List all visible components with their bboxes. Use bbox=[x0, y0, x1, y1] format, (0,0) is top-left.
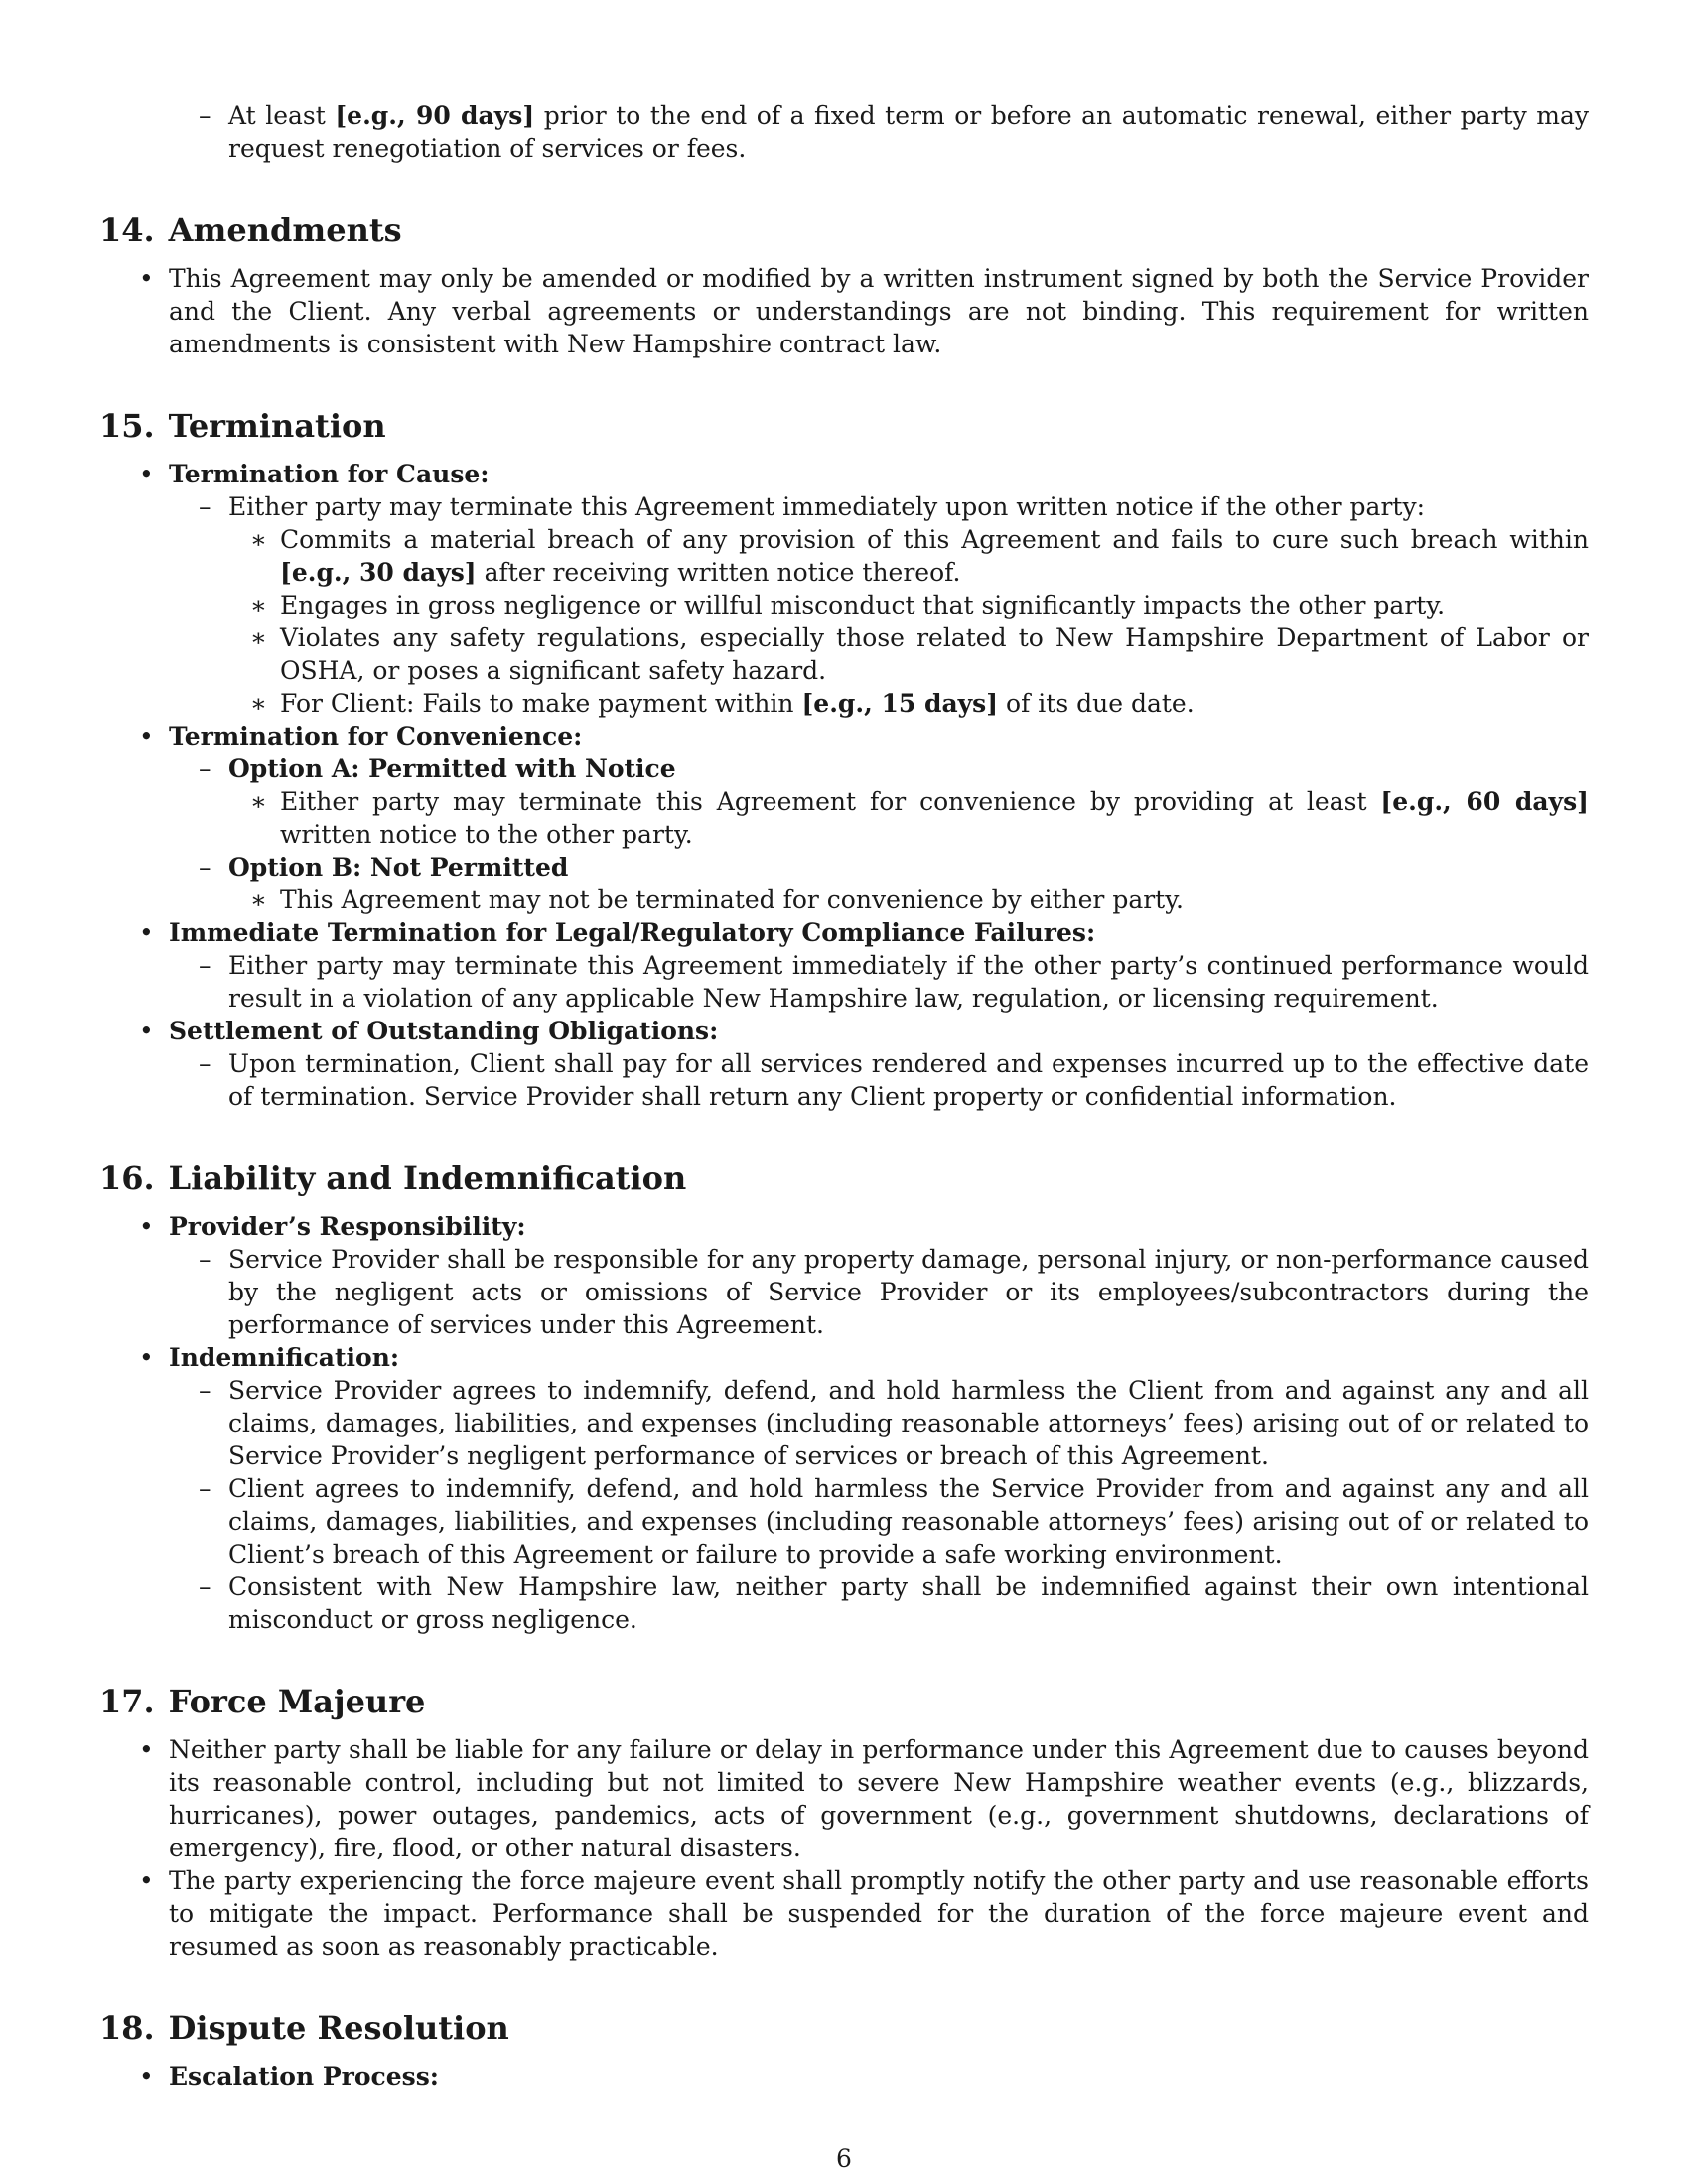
list-item: • Provider’s Responsibility: bbox=[139, 1212, 526, 1241]
star-marker: ∗ bbox=[250, 689, 267, 718]
section-17 bbox=[99, 1682, 1589, 1963]
star-marker: ∗ bbox=[250, 591, 267, 619]
list-item: • Settlement of Outstanding Obligations: bbox=[139, 1017, 719, 1045]
list-item: ∗ This Agreement may not be terminated for convenience by either party. bbox=[250, 886, 1184, 914]
dash-marker: – bbox=[199, 101, 211, 130]
dash-marker: – bbox=[199, 853, 211, 882]
bullet-marker: • bbox=[139, 1866, 154, 1895]
list-item: • Indemnification: bbox=[139, 1343, 400, 1372]
page-number: 6 bbox=[836, 2144, 852, 2173]
dash-marker: – bbox=[199, 1572, 211, 1601]
dash-marker: – bbox=[199, 1245, 211, 1274]
section-heading: 15. Termination bbox=[99, 407, 386, 445]
dash-marker: – bbox=[199, 1474, 211, 1503]
list-item: ∗ Commits a material breach of any provision of this Agreement and fails to cure such breach within [e.g., 30 days] after receiving written notice thereof. bbox=[250, 525, 1589, 587]
list-item: ∗ For Client: Fails to make payment within [e.g., 15 days] of its due date. bbox=[250, 689, 1195, 718]
list-item: ∗ Violates any safety regulations, especially those related to New Hampshire Department of Labor or OSHA, or poses a significant safety hazard. bbox=[250, 623, 1589, 685]
list-item: ∗ Engages in gross negligence or willful misconduct that significantly impacts the other party. bbox=[250, 591, 1446, 619]
star-marker: ∗ bbox=[250, 623, 267, 652]
dash-marker: – bbox=[199, 1049, 211, 1078]
list-item: – Service Provider agrees to indemnify, defend, and hold harmless the Client from and against any and all claims, damages, liabilities, and expenses (including reasonable attorneys’ fees) arising out of or related to Service Provider’s negligent performance of services or breach of this Agreement. bbox=[199, 1376, 1589, 1470]
bullet-marker: • bbox=[139, 722, 154, 751]
star-marker: ∗ bbox=[250, 525, 267, 554]
list-item: – Consistent with New Hampshire law, neither party shall be indemnified against their own intentional misconduct or gross negligence. bbox=[199, 1572, 1589, 1634]
bullet-marker: • bbox=[139, 264, 154, 293]
star-marker: ∗ bbox=[250, 886, 267, 914]
section-heading: 17. Force Majeure bbox=[99, 1683, 426, 1720]
bullet-marker: • bbox=[139, 460, 154, 488]
section-heading: 16. Liability and Indemnification bbox=[99, 1160, 687, 1197]
list-item: – Either party may terminate this Agreement immediately upon written notice if the other party: bbox=[199, 492, 1426, 521]
list-item: • The party experiencing the force majeure event shall promptly notify the other party and use reasonable efforts to mitigate the impact. Performance shall be suspended for the duration of the force majeure event and resumed as soon as reasonably practicable. bbox=[139, 1866, 1589, 1961]
document-page bbox=[99, 99, 1589, 2093]
bullet-marker: • bbox=[139, 1343, 154, 1372]
bullet-marker: • bbox=[139, 1017, 154, 1045]
list-item: • Immediate Termination for Legal/Regulatory Compliance Failures: bbox=[139, 918, 1096, 947]
section-14 bbox=[99, 210, 1589, 360]
bullet-marker: • bbox=[139, 2062, 154, 2091]
dash-marker: – bbox=[199, 754, 211, 783]
star-marker: ∗ bbox=[250, 787, 267, 816]
dash-marker: – bbox=[199, 951, 211, 980]
section-heading: 18. Dispute Resolution bbox=[99, 2009, 509, 2047]
list-item: – Service Provider shall be responsible for any property damage, personal injury, or non-performance caused by the negligent acts or omissions of Service Provider or its employees/subcontractors during the performance of services under this Agreement. bbox=[199, 1245, 1589, 1339]
bullet-marker: • bbox=[139, 918, 154, 947]
list-item: • Escalation Process: bbox=[139, 2062, 439, 2091]
list-item: – Option B: Not Permitted bbox=[199, 853, 569, 882]
section-18 bbox=[99, 2008, 1589, 2093]
section-heading: 14. Amendments bbox=[99, 211, 402, 249]
section-16 bbox=[99, 1159, 1589, 1636]
dash-marker: – bbox=[199, 1376, 211, 1405]
list-item: • Neither party shall be liable for any failure or delay in performance under this Agreement due to causes beyond its reasonable control, including but not limited to severe New Hampshire weather events (e.g., blizzards, hurricanes), power outages, pandemics, acts of government (e.g., government shutdowns, declarations of emergency), fire, flood, or other natural disasters. bbox=[139, 1735, 1589, 1862]
section-15 bbox=[99, 406, 1589, 1113]
list-item: – Upon termination, Client shall pay for all services rendered and expenses incurred up to the effective date of termination. Service Provider shall return any Client property or confidential information. bbox=[199, 1049, 1589, 1111]
bullet-marker: • bbox=[139, 1735, 154, 1764]
list-item: ∗ Either party may terminate this Agreement for convenience by providing at least [e.g., 60 days] written notice to the other party. bbox=[250, 787, 1589, 849]
list-item: • Termination for Cause: bbox=[139, 460, 490, 488]
list-item: • Termination for Convenience: bbox=[139, 722, 583, 751]
list-item: – Option A: Permitted with Notice bbox=[199, 754, 676, 783]
list-item: – Client agrees to indemnify, defend, and hold harmless the Service Provider from and against any and all claims, damages, liabilities, and expenses (including reasonable attorneys’ fees) arising out of or related to Client’s breach of this Agreement or failure to provide a safe working environment. bbox=[199, 1474, 1589, 1569]
list-item: • This Agreement may only be amended or modified by a written instrument signed by both the Service Provider and the Client. Any verbal agreements or understandings are not binding. This requirement for written amendments is consistent with New Hampshire contract law. bbox=[139, 264, 1589, 358]
dash-marker: – bbox=[199, 492, 211, 521]
continuation-list bbox=[99, 99, 1589, 165]
bullet-marker: • bbox=[139, 1212, 154, 1241]
list-item: – At least [e.g., 90 days] prior to the end of a fixed term or before an automatic renewal, either party may request renegotiation of services or fees. bbox=[199, 101, 1589, 163]
list-item: – Either party may terminate this Agreement immediately if the other party’s continued performance would result in a violation of any applicable New Hampshire law, regulation, or licensing requirement. bbox=[199, 951, 1589, 1013]
